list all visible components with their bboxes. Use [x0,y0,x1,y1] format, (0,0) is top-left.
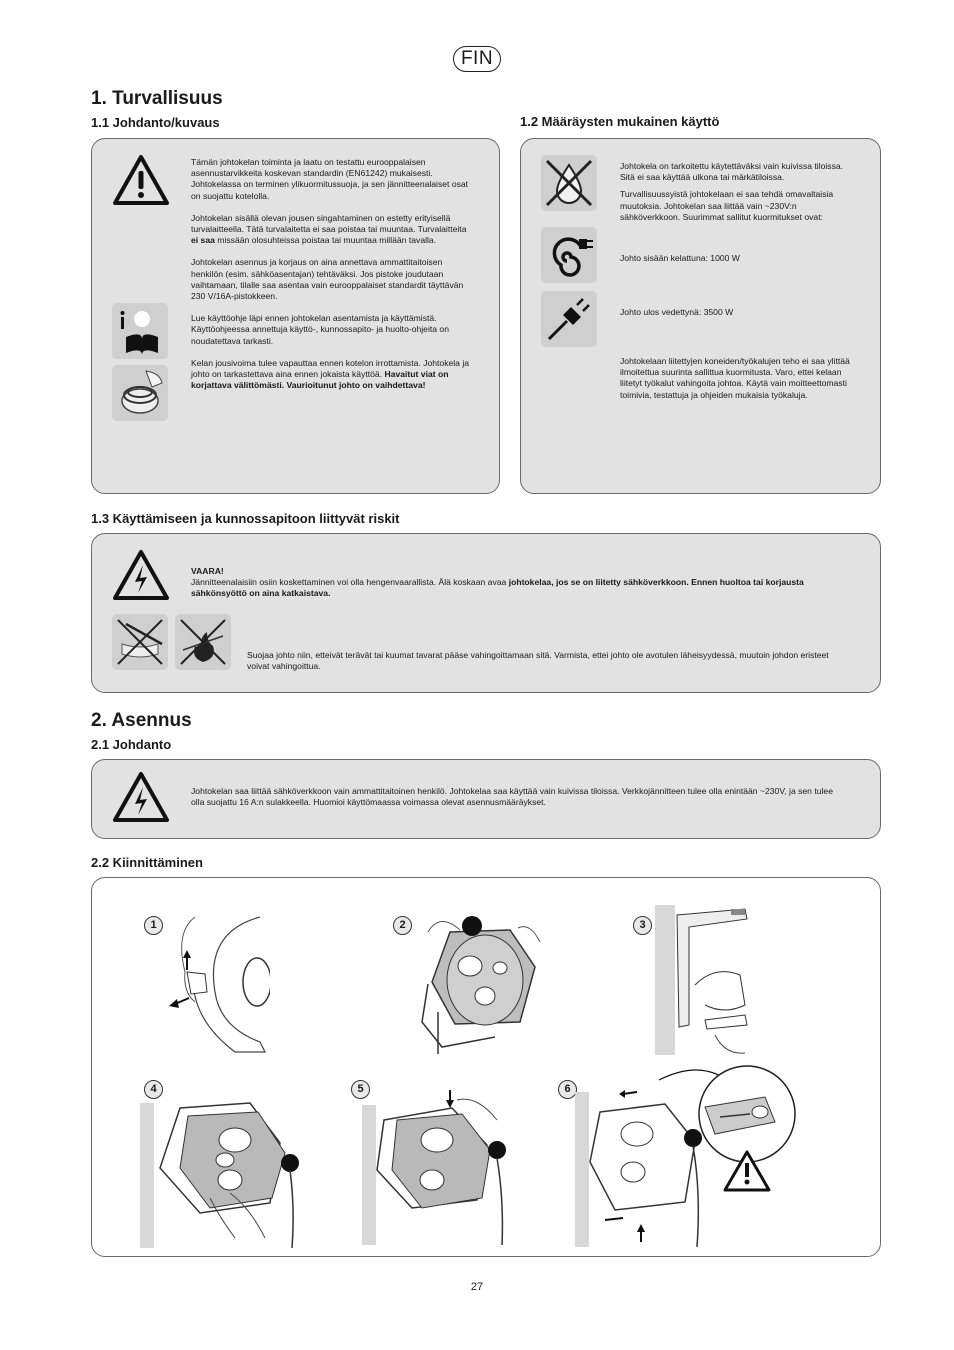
intro-text [191,157,473,391]
danger-text [191,566,851,600]
read-manual-icon [112,303,168,359]
section-1-title: 1. Turvallisuus [91,88,223,109]
danger-paragraph: Jännitteenalaisiin osiin koskettaminen voi olla hengenvaarallista. Älä koskaan avaa johtokelaa, jos se on liitetty sähköverkkoon. Ennen huoltoa tai korjausta sähkönsyöttö on aina katkaistava. [191,577,804,599]
step-number: 1 [144,916,163,935]
step-number: 2 [393,916,412,935]
no-sharp-objects-icon [112,614,168,670]
section-1-1-heading: 1.1 Johdanto/kuvaus [91,115,220,130]
coiled-cable-icon [541,227,597,283]
language-badge: FIN [453,46,501,72]
installation-intro-text: Johtokelan saa liittää sähköverkkoon vain ammattitaitoinen henkilö. Johtokelaa saa käyttää vain kuivissa tiloissa. Verkkojännitteen tulee olla enintään ~230V, ja sen tulee olla suojattu 16 A:n sulakkeella. Huomioi käyttömaassa voimassa olevat asennusmääräykset. [191,786,833,808]
step-1-illustration [165,912,270,1060]
electric-hazard-icon [112,549,170,601]
section-2-title: 2. Asennus [91,710,192,731]
section-1-3-heading: 1.3 Käyttämiseen ja kunnossapitoon liittyvät riskit [91,511,400,526]
step-5-illustration [362,1090,532,1250]
danger-label: VAARA! [191,566,224,576]
intro-paragraph: Tämän johtokelan toiminta ja laatu on testattu eurooppalaisen asennustarvikkeita koskevan standardin (EN61242) mukaisesti. Johtokelassa on terminen ylikuormitussuoja, ja sen jännitteenalaiset osat on suojattu kotelolla. [191,157,469,201]
intro-paragraph: Johtokelan sisällä olevan jousen singahtaminen on estetty erityisellä turvalaitteella. Tätä turvalaitetta ei saa poistaa tai muuntaa. Turvalaitteita ei saa missään olosuhteissa poistaa tai muuntaa millään tavalla. [191,212,467,246]
step-number: 4 [144,1080,163,1099]
step-6-illustration [575,1062,800,1252]
intro-paragraph: Johtokelan asennus ja korjaus on aina annettava ammattitaitoisen henkilön (esim. sähköasentajan) tehtäväksi. Jos pistoke joudutaan vaihtamaan, tilalle saa asentaa vain eurooppalaiset standardit täyttävän 230 V/16A-pistokkeen. [191,257,464,302]
section-2-2-heading: 2.2 Kiinnittäminen [91,855,203,870]
intro-paragraph: Lue käyttöohje läpi ennen johtokelan asentamista ja käyttämistä. Käyttöohjeessa annettuja käyttö-, kunnossapito- ja huolto-ohjeita on noudatettava tarkasti. [191,313,449,346]
load-coiled: Johto sisään kelattuna: 1000 W [620,253,740,263]
step-number: 5 [351,1080,370,1099]
section-1-2-heading: 1.2 Määräysten mukainen käyttö [520,114,720,129]
use-paragraph: Johtokelaan liitettyjen koneiden/työkalujen teho ei saa ylittää ilmoitettua suurinta sallittua kuormitusta. Varo, ettei kelaan liitetyt työkalut vahingoita johtoa. Käytä vain moitteettomasti toimivia, testattuja ja ohjeiden mukaisia työkaluja. [620,356,850,400]
electric-hazard-icon [112,771,170,823]
step-3-illustration [655,905,765,1055]
intro-paragraph: Kelan jousivoima tulee vapauttaa ennen kotelon irrottamista. Johtokela ja johto on tarkastettava aina ennen jokaista käyttöä. Havaitut viat on korjattava välittömästi. Vaurioitunut johto on vaihdettava! [191,357,470,391]
reel-inspection-icon [112,365,168,421]
use-paragraph: Turvallisuussyistä johtokelaan ei saa tehdä omavaltaisia muutoksia. Johtokelan saa liittää vain ~230V:n sähköverkkoon. Suurimmat sallitut kuormitukset ovat: [620,189,834,222]
no-fire-icon [175,614,231,670]
step-number: 6 [558,1080,577,1099]
no-water-icon [541,155,597,211]
warning-triangle-icon [112,154,170,206]
load-extended: Johto ulos vedettynä: 3500 W [620,307,734,317]
step-2-illustration [410,912,550,1057]
step-number: 3 [633,916,652,935]
cable-protection-text: Suojaa johto niin, etteivät terävät tai kuumat tavarat pääse vahingoittamaan sitä. Varmista, ettei johto ole avotulen läheisyydessä, muutoin johdon eristeet voivat vahingoittua. [247,650,829,672]
page-number: 27 [470,1281,484,1293]
use-paragraph: Johtokela on tarkoitettu käytettäväksi vain kuivissa tiloissa. Sitä ei saa käyttää ulkona tai märkätiloissa. [620,161,844,183]
section-2-1-heading: 2.1 Johdanto [91,737,172,752]
plug-icon [541,291,597,347]
intended-use-text [620,161,852,223]
step-4-illustration [140,1098,310,1248]
